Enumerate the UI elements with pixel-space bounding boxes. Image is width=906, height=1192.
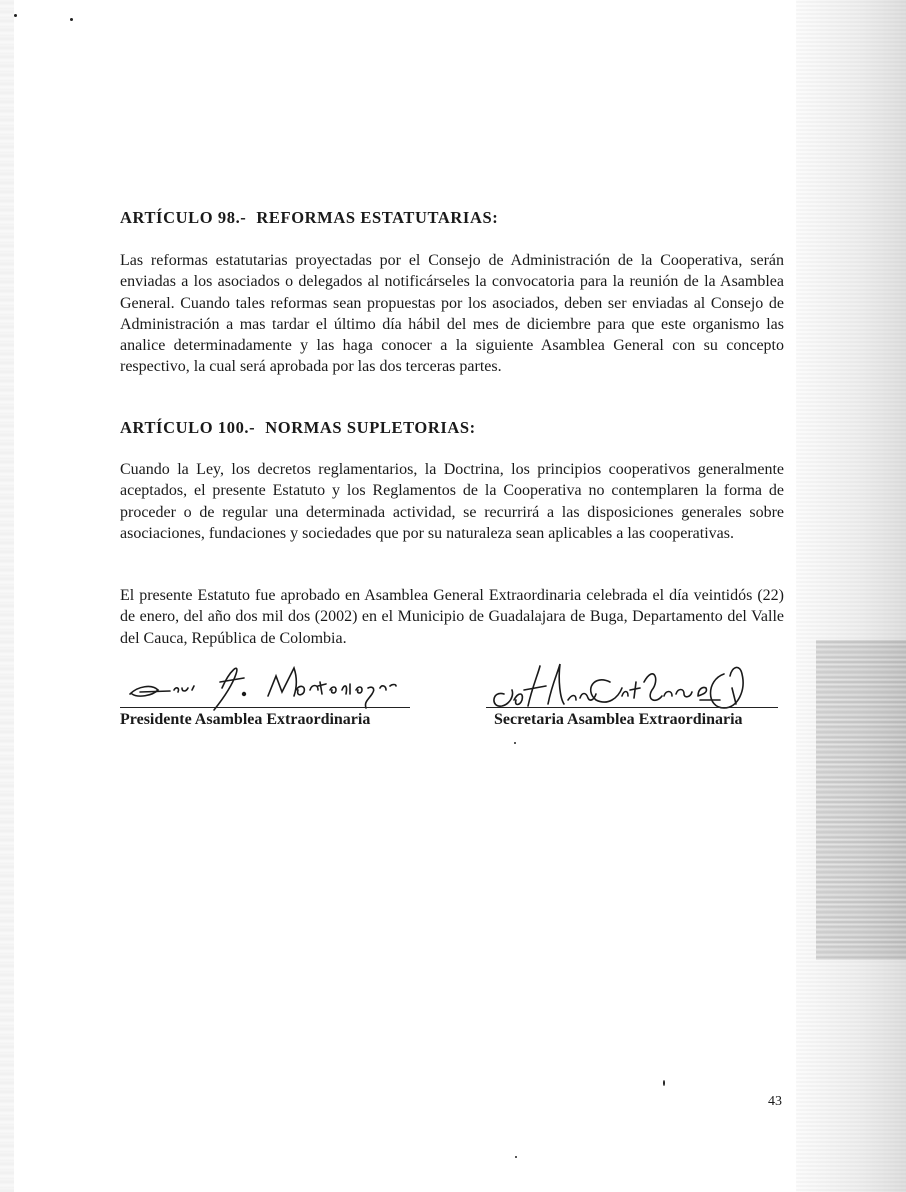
article-100-heading — [120, 418, 476, 438]
page-number: 43 — [768, 1094, 782, 1109]
article-98-paragraph: Las reformas estatutarias proyectadas por el Consejo de Administración de la Cooperativa, serán enviadas a los asociados o delegados al notificárseles la convocatoria para la reunión de la Asamblea General. Cuando tales reformas sean propuestas por los asociados, deben ser enviadas al Consejo de Administración a mas tardar el último día hábil del mes de diciembre para que este organismo las analice determinadamente y las haga conocer a la siguiente Asamblea General con su concepto respectivo, la cual será aprobada por las dos terceras partes. — [120, 252, 784, 376]
scan-speck — [14, 14, 17, 17]
closing-paragraph: El presente Estatuto fue aprobado en Asamblea General Extraordinaria celebrada el día veintidós (22) de enero, del año dos mil dos (2002) en el Municipio de Guadalajara de Buga, Departamento del Valle del Cauca, República de Colombia. — [120, 587, 784, 647]
secretary-signature-label: Secretaria Asamblea Extraordinaria — [494, 711, 743, 728]
scan-edge-right — [796, 0, 906, 1192]
scan-speck — [515, 1156, 517, 1158]
article-100-paragraph: Cuando la Ley, los decretos reglamentarios, la Doctrina, los principios cooperativos generalmente aceptados, el presente Estatuto y los Reglamentos de la Cooperativa no contemplaren la forma de proceder o de regular una determinada actividad, se recurrirá a las disposiciones generales sobre asociaciones, fundaciones y sociedades que por su naturaleza sean aplicables a las cooperativas. — [120, 461, 784, 542]
scan-speck — [514, 742, 516, 744]
article-100-number: ARTÍCULO 100.- — [120, 418, 256, 437]
secretary-signature-line — [486, 707, 778, 708]
president-signature — [118, 660, 418, 712]
article-100-title: NORMAS SUPLETORIAS: — [265, 418, 476, 437]
scan-edge-left — [0, 0, 14, 1192]
president-signature-label: Presidente Asamblea Extraordinaria — [120, 711, 371, 728]
scan-speck — [70, 18, 73, 21]
scan-edge-right-shadow — [816, 640, 906, 960]
article-98-number: ARTÍCULO 98.- — [120, 208, 247, 227]
article-98-heading — [120, 208, 498, 228]
article-98-title: REFORMAS ESTATUTARIAS: — [256, 208, 499, 227]
scan-speck — [663, 1080, 665, 1086]
president-signature-line — [120, 707, 410, 708]
